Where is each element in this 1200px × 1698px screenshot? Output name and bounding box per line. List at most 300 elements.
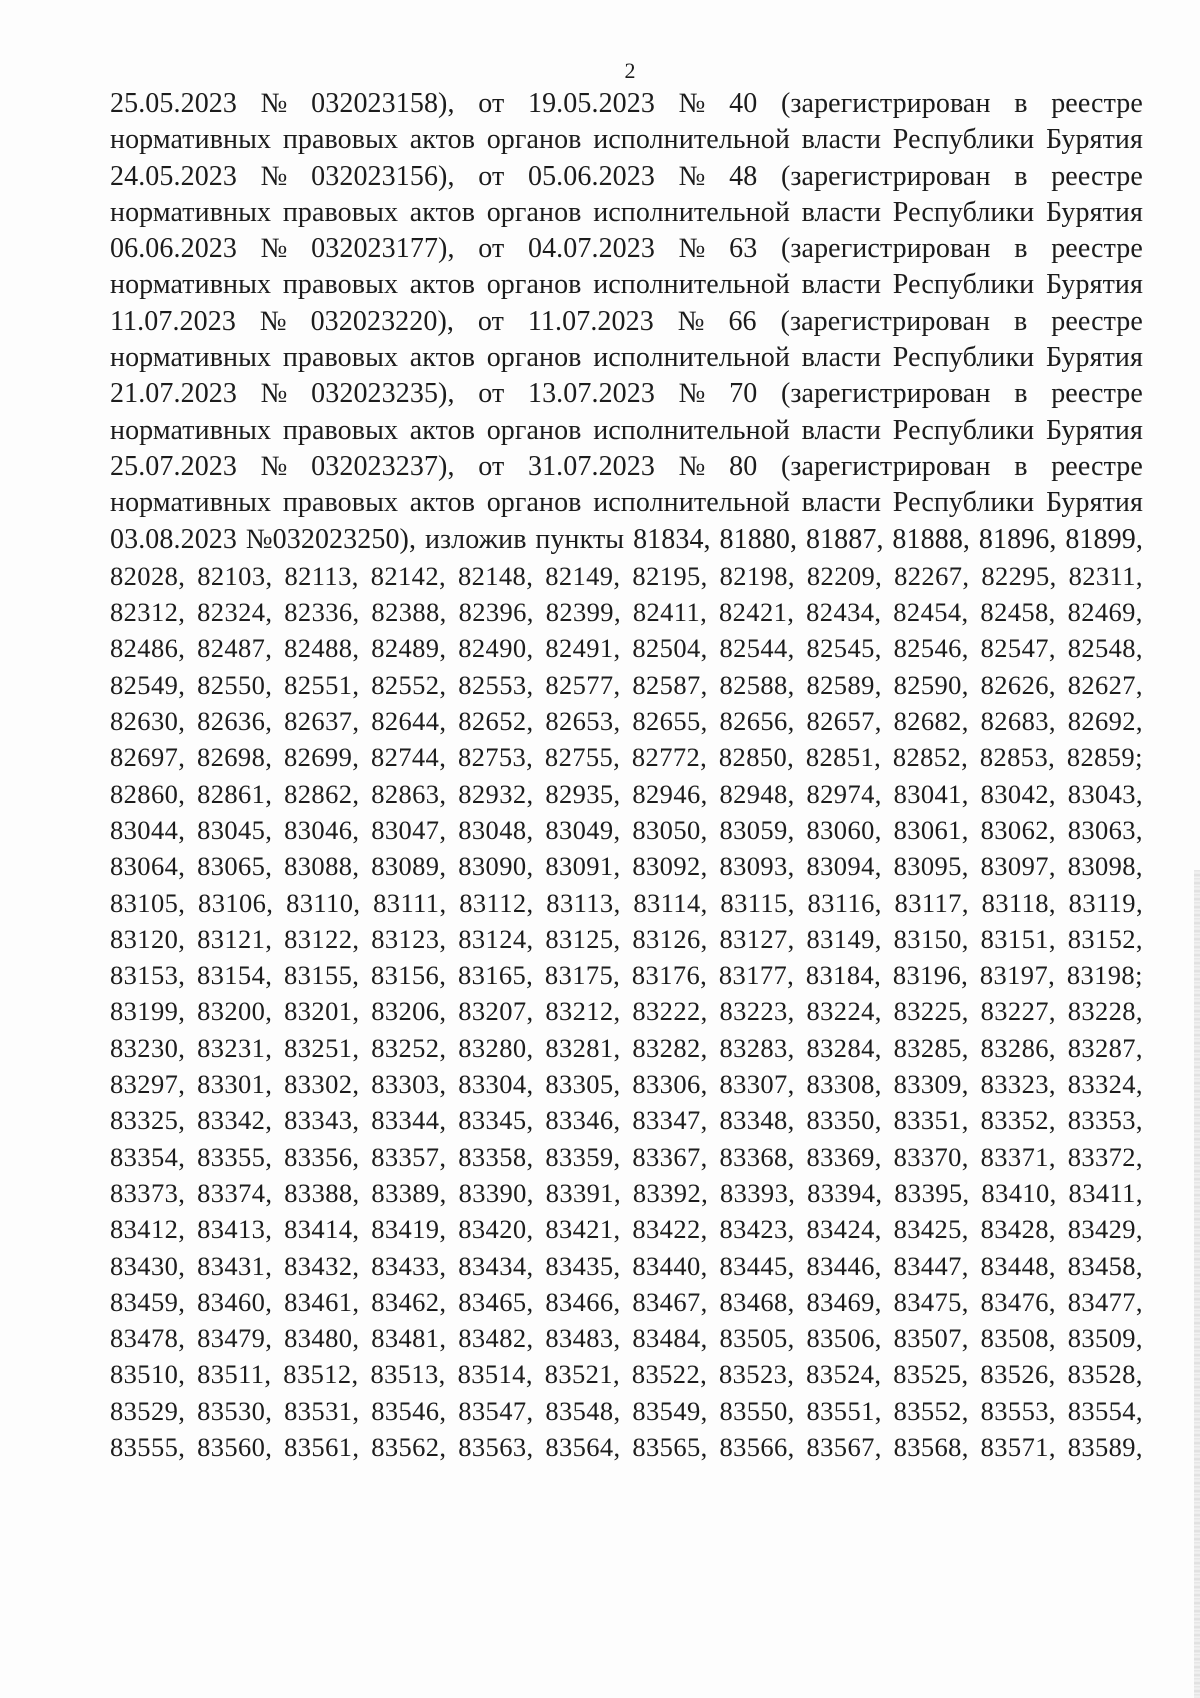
word: (зарегистрирован	[780, 378, 991, 410]
word: 83113,	[546, 887, 621, 918]
word: 83206,	[371, 996, 447, 1027]
word: 83287,	[1067, 1032, 1143, 1063]
word: 83347,	[632, 1105, 708, 1136]
word: 82644,	[371, 706, 447, 737]
word: 83549,	[632, 1395, 708, 1426]
word: 83434,	[458, 1250, 534, 1281]
word: 82589,	[806, 669, 882, 700]
word: правовых	[282, 487, 399, 519]
word: 83422,	[632, 1214, 708, 1245]
word: 82697,	[110, 742, 186, 773]
word: 82421,	[719, 597, 795, 628]
word: 83093,	[719, 851, 795, 882]
word: 83467,	[632, 1286, 708, 1317]
word: 83565,	[632, 1431, 708, 1462]
text-line	[110, 957, 1143, 993]
word: органов	[486, 342, 582, 374]
word: 83111,	[373, 887, 447, 918]
text-line	[110, 122, 1143, 158]
word: 83513,	[370, 1359, 446, 1390]
word: 82862,	[284, 778, 360, 809]
word: №	[678, 450, 706, 482]
word: 83523,	[719, 1359, 795, 1390]
word: от	[478, 233, 505, 265]
word: актов	[409, 196, 476, 228]
word: №	[678, 233, 706, 265]
word: (зарегистрирован	[780, 88, 991, 119]
word: 82850,	[718, 742, 795, 773]
word: 05.06.2023	[527, 160, 655, 192]
word: 83469,	[806, 1286, 882, 1317]
word: 82692,	[1067, 706, 1143, 737]
word: 83419,	[371, 1214, 447, 1245]
word: 83197,	[979, 960, 1056, 991]
word: Республики	[892, 414, 1035, 446]
word: 83567,	[806, 1431, 882, 1462]
word: №	[260, 88, 288, 119]
word: 83526,	[980, 1359, 1056, 1390]
text-line	[110, 1248, 1143, 1284]
word: 82491,	[545, 633, 621, 664]
word: 82753,	[457, 742, 534, 773]
word: 83589,	[1067, 1431, 1143, 1462]
word: 83043,	[1067, 778, 1143, 809]
word: власти	[801, 269, 882, 301]
word: 83553,	[980, 1395, 1056, 1426]
word: 83507,	[893, 1323, 969, 1354]
word: 83044,	[110, 814, 186, 845]
word: 83094,	[806, 851, 882, 882]
word: 83530,	[197, 1395, 273, 1426]
word: 82411,	[632, 597, 708, 628]
word: 83346,	[545, 1105, 621, 1136]
word: 83462,	[371, 1286, 447, 1317]
word: 83431,	[197, 1250, 273, 1281]
word: исполнительной	[593, 342, 790, 374]
word: 83124,	[458, 923, 534, 954]
word: в	[1014, 450, 1028, 482]
word: 83395,	[894, 1177, 970, 1208]
word: 82396,	[458, 597, 534, 628]
word: 83410,	[981, 1177, 1057, 1208]
word: 83514,	[457, 1359, 533, 1390]
word: 83373,	[110, 1177, 186, 1208]
word: 83435,	[545, 1250, 621, 1281]
word: 06.06.2023	[110, 233, 237, 265]
word: 83348,	[719, 1105, 795, 1136]
word: 83041,	[893, 778, 969, 809]
word: 82861,	[197, 778, 273, 809]
word: 82550,	[197, 669, 273, 700]
word: 83123,	[371, 923, 447, 954]
text-line	[110, 594, 1143, 630]
text-line	[110, 1284, 1143, 1320]
word: реестре	[1051, 450, 1143, 482]
word: 40	[729, 88, 758, 119]
word: 82553,	[458, 669, 534, 700]
word: органов	[486, 487, 582, 519]
word: 83196,	[892, 960, 969, 991]
word: №	[678, 378, 706, 410]
word: 83483,	[545, 1323, 621, 1354]
word: 83127,	[719, 923, 795, 954]
word: 82312,	[110, 597, 186, 628]
word: 83303,	[371, 1069, 447, 1100]
word: правовых	[282, 414, 399, 446]
word: 83231,	[197, 1032, 273, 1063]
word: 83106,	[198, 887, 274, 918]
word: 82549,	[110, 669, 186, 700]
word: 83112,	[459, 887, 534, 918]
word: исполнительной	[593, 124, 790, 156]
word: 83394,	[807, 1177, 883, 1208]
word: Республики	[892, 269, 1035, 301]
word: 82469,	[1067, 597, 1143, 628]
word: 83393,	[719, 1177, 796, 1208]
word: 82113,	[284, 560, 359, 591]
word: 82655,	[632, 706, 708, 737]
word: Бурятия	[1045, 342, 1143, 374]
word: органов	[486, 124, 582, 156]
word: 83282,	[632, 1032, 708, 1063]
word: 82656,	[719, 706, 795, 737]
word: 82657,	[806, 706, 882, 737]
word: 82504,	[632, 633, 708, 664]
word: 70	[729, 378, 758, 410]
word: органов	[486, 196, 582, 228]
word: Республики	[892, 487, 1035, 519]
word: 83049,	[545, 814, 621, 845]
word: 032023237),	[311, 450, 455, 482]
word: от	[478, 88, 505, 119]
word: 83323,	[980, 1069, 1056, 1100]
word: 83424,	[806, 1214, 882, 1245]
word: 83459,	[110, 1286, 186, 1317]
word: 83307,	[719, 1069, 795, 1100]
word: 83458,	[1067, 1250, 1143, 1281]
word: 82852,	[892, 742, 969, 773]
word: реестре	[1051, 160, 1143, 192]
word: 83560,	[197, 1431, 273, 1462]
text-line	[110, 376, 1143, 412]
word: 83432,	[284, 1250, 360, 1281]
word: актов	[409, 414, 476, 446]
word: 82637,	[284, 706, 360, 737]
word: в	[1014, 233, 1028, 265]
word: 83064,	[110, 851, 186, 882]
word: исполнительной	[593, 414, 790, 446]
word: 83198;	[1066, 960, 1143, 991]
word: 83547,	[458, 1395, 534, 1426]
word: 83522,	[631, 1359, 708, 1390]
word: 82149,	[545, 560, 621, 591]
word: 82577,	[545, 669, 621, 700]
word: 83088,	[284, 851, 360, 882]
word: 83098,	[1067, 851, 1143, 882]
word: от	[478, 378, 505, 410]
word: власти	[801, 487, 882, 519]
word: власти	[801, 196, 882, 228]
text-line	[110, 1066, 1143, 1102]
text-line	[110, 231, 1143, 267]
word: 83355,	[197, 1141, 273, 1172]
word: 82142,	[370, 560, 446, 591]
word: 83390,	[458, 1177, 534, 1208]
word: актов	[409, 269, 476, 301]
word: 82295,	[981, 560, 1057, 591]
word: 82548,	[1067, 633, 1143, 664]
word: 83465,	[458, 1286, 534, 1317]
word: 03.08.2023	[110, 523, 237, 555]
word: власти	[801, 124, 882, 156]
word: 83154,	[196, 960, 273, 991]
word: 83564,	[545, 1431, 621, 1462]
word: 83571,	[980, 1431, 1056, 1462]
word: 82547,	[980, 633, 1056, 664]
word: 83105,	[110, 887, 186, 918]
word: №	[678, 88, 706, 119]
word: 82486,	[110, 633, 186, 664]
word: 83367,	[632, 1141, 708, 1172]
word: 83175,	[544, 960, 621, 991]
word: 83343,	[284, 1105, 360, 1136]
word: 83115,	[720, 887, 795, 918]
word: 82932,	[458, 778, 534, 809]
text-line	[110, 848, 1143, 884]
word: 82544,	[719, 633, 795, 664]
word: 83116,	[807, 887, 882, 918]
word: №	[677, 305, 705, 337]
text-line	[110, 1429, 1143, 1465]
word: 83528,	[1067, 1359, 1143, 1390]
word: нормативных	[110, 487, 272, 519]
word: 82652,	[458, 706, 534, 737]
word: 83392,	[632, 1177, 709, 1208]
word: 82434,	[806, 597, 882, 628]
word: 82699,	[283, 742, 360, 773]
word: 83344,	[371, 1105, 447, 1136]
word: 83090,	[458, 851, 534, 882]
word: 83460,	[197, 1286, 273, 1317]
word: 25.05.2023	[110, 88, 237, 119]
word: 83461,	[284, 1286, 360, 1317]
word: 83184,	[805, 960, 882, 991]
word: 13.07.2023	[527, 378, 655, 410]
word: 82587,	[632, 669, 708, 700]
word: 83369,	[806, 1141, 882, 1172]
text-line	[110, 1030, 1143, 1066]
word: 82311,	[1068, 560, 1143, 591]
word: 82636,	[197, 706, 273, 737]
word: 82948,	[719, 778, 795, 809]
word: 80	[729, 450, 758, 482]
word: 83177,	[718, 960, 795, 991]
word: 83372,	[1067, 1141, 1143, 1172]
word: 83374,	[197, 1177, 273, 1208]
word: правовых	[282, 342, 399, 374]
word: 83370,	[893, 1141, 969, 1172]
word: в	[1014, 378, 1028, 410]
word: 11.07.2023	[110, 305, 236, 337]
word: 82860,	[110, 778, 186, 809]
word: 83479,	[197, 1323, 273, 1354]
word: 83482,	[458, 1323, 534, 1354]
text-line	[110, 1356, 1143, 1392]
word: 032023220),	[310, 305, 455, 337]
word: Республики	[892, 124, 1035, 156]
word: 83358,	[458, 1141, 534, 1172]
word: 83046,	[284, 814, 360, 845]
word: 25.07.2023	[110, 450, 237, 482]
word: 66	[728, 305, 757, 337]
scan-edge-artifact	[1194, 870, 1200, 1698]
word: органов	[486, 269, 582, 301]
word: 83048,	[458, 814, 534, 845]
text-line	[110, 522, 1143, 558]
text-line	[110, 340, 1143, 376]
word: 83228,	[1067, 996, 1143, 1027]
word: 83510,	[110, 1359, 186, 1390]
text-line	[110, 739, 1143, 775]
word: 83546,	[371, 1395, 447, 1426]
word: 83484,	[632, 1323, 708, 1354]
word: 83554,	[1067, 1395, 1143, 1426]
word: 82388,	[371, 597, 447, 628]
word: 83117,	[894, 887, 969, 918]
word: 83555,	[110, 1431, 186, 1462]
word: 83251,	[284, 1032, 360, 1063]
word: 83563,	[458, 1431, 534, 1462]
word: 82755,	[544, 742, 621, 773]
word: 83050,	[632, 814, 708, 845]
word: 83150,	[893, 923, 969, 954]
word: 83551,	[806, 1395, 882, 1426]
word: 83529,	[110, 1395, 186, 1426]
word: 83200,	[197, 996, 273, 1027]
word: 032023177),	[311, 233, 455, 265]
text-line	[110, 1320, 1143, 1356]
word: 82627,	[1067, 669, 1143, 700]
word: 83280,	[458, 1032, 534, 1063]
word: 83388,	[284, 1177, 360, 1208]
word: 82653,	[545, 706, 621, 737]
text-line	[110, 1211, 1143, 1247]
word: №	[260, 233, 288, 265]
word: 82682,	[893, 706, 969, 737]
word: 83481,	[371, 1323, 447, 1354]
word: 83466,	[545, 1286, 621, 1317]
word: 83059,	[719, 814, 795, 845]
word: органов	[486, 414, 582, 446]
word: от	[478, 160, 505, 192]
word: 83062,	[980, 814, 1056, 845]
word: 83430,	[110, 1250, 186, 1281]
word: 83524,	[806, 1359, 882, 1390]
word: 83283,	[719, 1032, 795, 1063]
word: 83284,	[806, 1032, 882, 1063]
word: 83506,	[806, 1323, 882, 1354]
word: 31.07.2023	[527, 450, 655, 482]
word: 83421,	[545, 1214, 621, 1245]
word: 83561,	[284, 1431, 360, 1462]
word: в	[1014, 88, 1028, 119]
word: №032023250),	[245, 523, 417, 555]
word: (зарегистрирован	[780, 233, 991, 265]
word: 82490,	[458, 633, 534, 664]
word: 82545,	[806, 633, 882, 664]
word: 032023158),	[311, 88, 455, 119]
word: 83525,	[893, 1359, 969, 1390]
word: (зарегистрирован	[780, 450, 991, 482]
word: 83199,	[110, 996, 186, 1027]
word: пункты	[535, 523, 625, 555]
word: 83252,	[371, 1032, 447, 1063]
text-line	[110, 993, 1143, 1029]
word: 83091,	[545, 851, 621, 882]
text-line	[110, 667, 1143, 703]
word: 032023235),	[311, 378, 455, 410]
word: 24.05.2023	[110, 160, 237, 192]
word: №	[259, 305, 287, 337]
word: 83285,	[893, 1032, 969, 1063]
word: №	[260, 450, 288, 482]
text-line	[110, 267, 1143, 303]
word: 82487,	[197, 633, 273, 664]
word: 83095,	[893, 851, 969, 882]
word: правовых	[282, 124, 399, 156]
word: 83413,	[197, 1214, 273, 1245]
word: 83521,	[544, 1359, 620, 1390]
word: 83156,	[370, 960, 447, 991]
word: 83428,	[980, 1214, 1056, 1245]
word: 83425,	[893, 1214, 969, 1245]
word: 83508,	[980, 1323, 1056, 1354]
word: 83149,	[806, 923, 882, 954]
text-line	[110, 885, 1143, 921]
word: власти	[801, 342, 882, 374]
word: 83511,	[197, 1359, 272, 1390]
text-line	[110, 630, 1143, 666]
text-line	[110, 1139, 1143, 1175]
word: власти	[801, 414, 882, 446]
text-line	[110, 195, 1143, 231]
text-line	[110, 1102, 1143, 1138]
text-line	[110, 703, 1143, 739]
word: 83550,	[719, 1395, 795, 1426]
word: 82853,	[979, 742, 1056, 773]
word: 83509,	[1067, 1323, 1143, 1354]
word: 83155,	[283, 960, 360, 991]
word: 83110,	[286, 887, 361, 918]
word: 83433,	[371, 1250, 447, 1281]
word: 82935,	[545, 778, 621, 809]
word: 82267,	[894, 560, 970, 591]
word: 82198,	[719, 560, 795, 591]
word: 82626,	[980, 669, 1056, 700]
word: 83420,	[458, 1214, 534, 1245]
word: 83477,	[1067, 1286, 1143, 1317]
word: Республики	[892, 342, 1035, 374]
word: 04.07.2023	[527, 233, 655, 265]
word: реестре	[1051, 305, 1143, 337]
word: 82028,	[110, 560, 186, 591]
text-line	[110, 776, 1143, 812]
word: 83153,	[110, 960, 186, 991]
word: 81896,	[978, 523, 1057, 555]
word: 83302,	[284, 1069, 360, 1100]
word: 83359,	[545, 1141, 621, 1172]
text-line	[110, 304, 1143, 340]
